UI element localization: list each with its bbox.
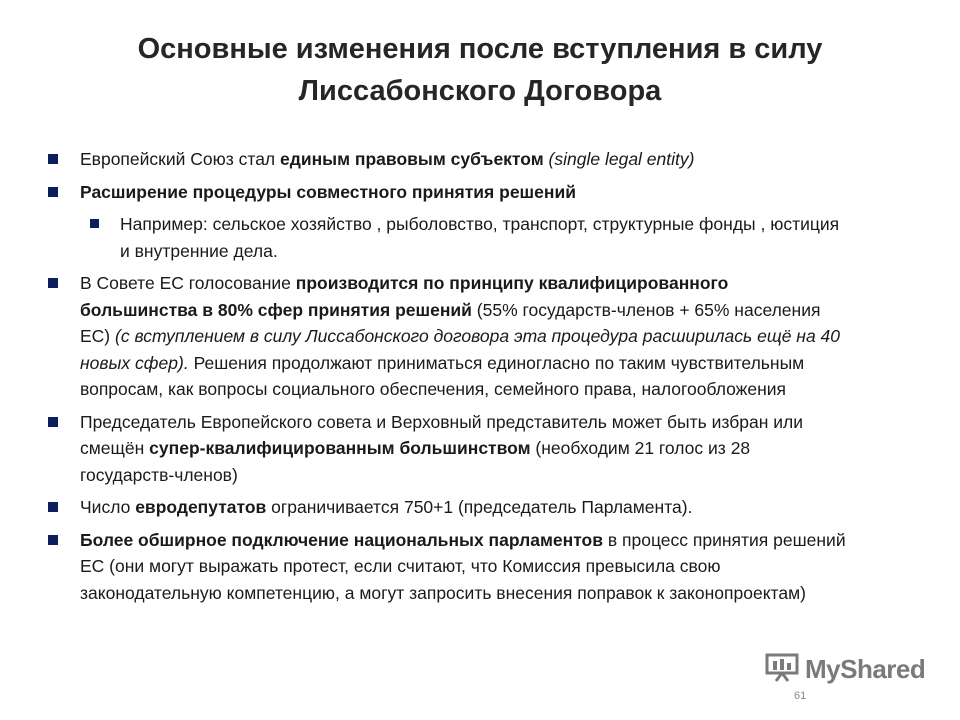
slide-title xyxy=(40,28,920,112)
square-bullet-icon xyxy=(48,502,58,512)
watermark-text: MyShared xyxy=(805,654,926,684)
square-bullet-icon xyxy=(48,278,58,288)
title-line-2: Лиссабонского Договора xyxy=(298,75,662,107)
bullet-item-meps: Число евродепутатов ограничивается 750+1 (председатель Парламента). xyxy=(48,494,848,521)
bullet-list xyxy=(48,146,848,612)
square-bullet-icon xyxy=(48,187,58,197)
square-bullet-icon xyxy=(48,154,58,164)
title-line-1: Основные изменения после вступления в силу xyxy=(137,33,823,65)
page-number: 61 xyxy=(794,690,807,702)
bullet-item-codecision: Расширение процедуры совместного принятия решений xyxy=(48,179,848,206)
square-bullet-icon xyxy=(90,219,99,228)
bullet-item-national-parliaments: Более обширное подключение национальных парламентов в процесс принятия решений ЕС (они могут выражать протест, если считают, что Комиссия превысила свою законодательную компетенцию, а могут запросить внесения поправок к законопроектам) xyxy=(48,527,848,607)
watermark xyxy=(765,652,925,687)
bullet-item-legal-entity: Европейский Союз стал единым правовым субъектом (single legal entity) xyxy=(48,146,848,173)
sub-bullet-item-examples: Например: сельское хозяйство , рыболовство, транспорт, структурные фонды , юстиция и внутренние дела. xyxy=(90,211,848,264)
presentation-board-icon xyxy=(765,652,799,687)
bullet-item-president-election: Председатель Европейского совета и Верховный представитель может быть избран или смещён супер-квалифицированным большинством (необходим 21 голос из 28 государств-членов) xyxy=(48,409,848,489)
square-bullet-icon xyxy=(48,417,58,427)
bullet-item-council-voting: В Совете ЕС голосование производится по принципу квалифицированного большинства в 80% сфер принятия решений (55% государств-членов + 65% населения ЕС) (с вступлением в силу Лиссабонского договора эта процедура расширилась ещё на 40 новых сфер). Решения продолжают приниматься единогласно по таким чувствительным вопросам, как вопросы социального обеспечения, семейного права, налогообложения xyxy=(48,270,848,403)
square-bullet-icon xyxy=(48,535,58,545)
